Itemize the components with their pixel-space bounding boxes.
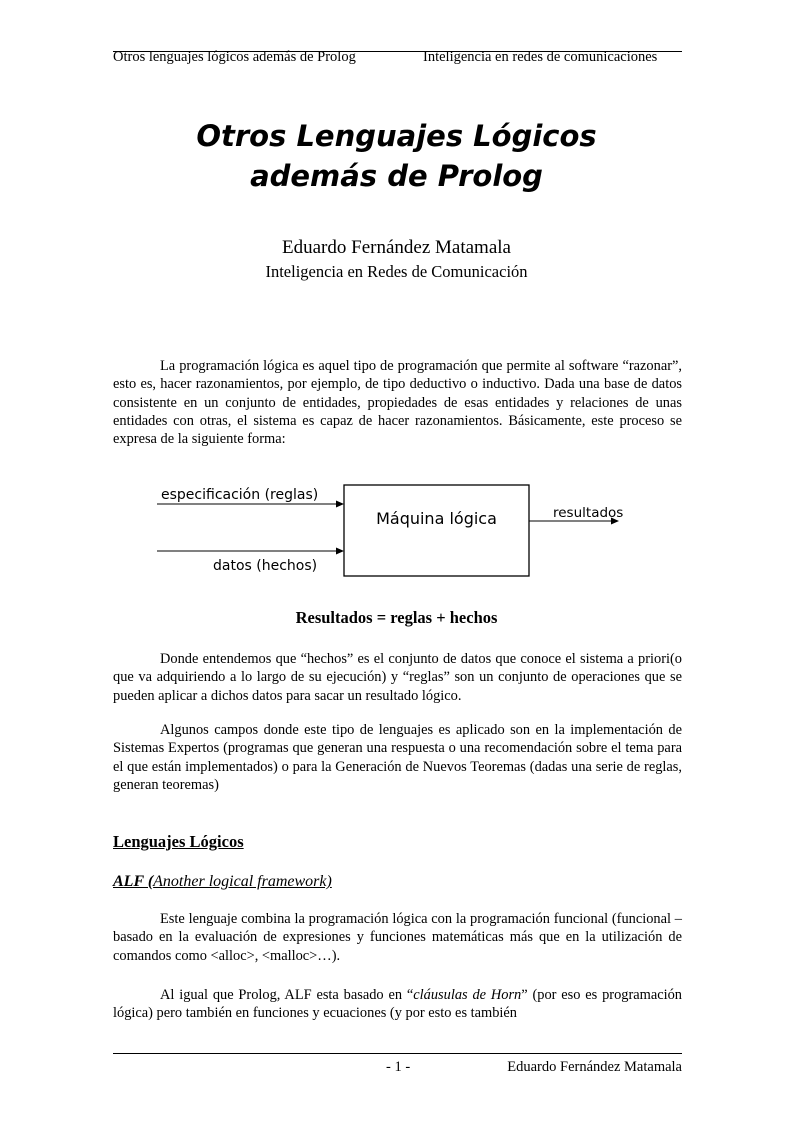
alf-paragraph-2-start: Al igual que Prolog, ALF esta basado en “: [160, 987, 414, 1003]
footer-author: Eduardo Fernández Matamala: [507, 1059, 682, 1075]
section-heading: Lenguajes Lógicos: [113, 832, 244, 851]
diagram-label-hechos: datos (hechos): [213, 558, 318, 574]
title-line-2: además de Prolog: [250, 159, 543, 193]
diagram-label-reglas: especificación (reglas): [161, 487, 319, 503]
intro-paragraph: La programación lógica es aquel tipo de programación que permite al software “razonar”, esto es, hacer razonamientos, por ejemplo, de tipo deductivo o inductivo. Dada una base de datos consistente en un conjunto de entidades, propiedades de esas entidades y relaciones de unas entidades con otras, el sistema es capaz de hacer razonamientos. Básicamente, este proceso se expresa de la siguiente forma:: [113, 358, 682, 448]
arrow-reglas-head: [336, 501, 344, 508]
donde-paragraph: Donde entendemos que “hechos” es el conjunto de datos que conoce el sistema a priori(o que va adquiriendo a lo largo de su ejecución) y “reglas” son un conjunto de operaciones que se pueden aplicar a dichos datos para sacar un resultado lógico.: [113, 651, 682, 704]
alf-paragraph-2-italic: cláusulas de Horn: [413, 987, 522, 1003]
diagram-label-resultados: resultados: [553, 505, 624, 521]
subsection-heading: [113, 872, 332, 892]
logic-machine-diagram: [157, 476, 637, 586]
title-line-1: Otros Lenguajes Lógicos: [196, 119, 597, 153]
page-footer: [113, 1053, 682, 1076]
diagram-label-machine: Máquina lógica: [376, 509, 497, 528]
header-right-text: Inteligencia en redes de comunicaciones: [423, 49, 658, 65]
subsection-heading-rest: Another logical framework): [153, 873, 332, 890]
alf-paragraph-2-end: ” (por eso es programación lógica) pero también en funciones y ecuaciones (y por esto es también: [113, 987, 683, 1022]
subsection-heading-bold: ALF (: [113, 873, 154, 890]
alf-paragraph-2: [113, 986, 682, 1023]
author-affiliation: Inteligencia en Redes de Comunicación: [265, 262, 528, 281]
equation: Resultados = reglas + hechos: [295, 608, 498, 627]
author-name: Eduardo Fernández Matamala: [282, 237, 511, 258]
document-title: [0, 116, 793, 196]
header-left-text: Otros lenguajes lógicos además de Prolog: [113, 49, 356, 65]
diagram-box: [344, 485, 529, 576]
arrow-hechos-head: [336, 548, 344, 555]
alf-paragraph-1: Este lenguaje combina la programación lógica con la programación funcional (funcional – basado en la evaluación de expresiones y funciones matemáticas más que en la utilización de comandos como <alloc>, <malloc>…).: [113, 911, 682, 964]
campos-paragraph: Algunos campos donde este tipo de lenguajes es aplicado son en la implementación de Sistemas Expertos (programas que generan una respuesta o una recomendación sobre el tema para el que están implementados) o para la Generación de Nuevos Teoremas (dadas una serie de reglas, generan teoremas): [113, 722, 682, 793]
page-header: [113, 49, 682, 65]
footer-page-number: - 1 -: [386, 1059, 411, 1075]
